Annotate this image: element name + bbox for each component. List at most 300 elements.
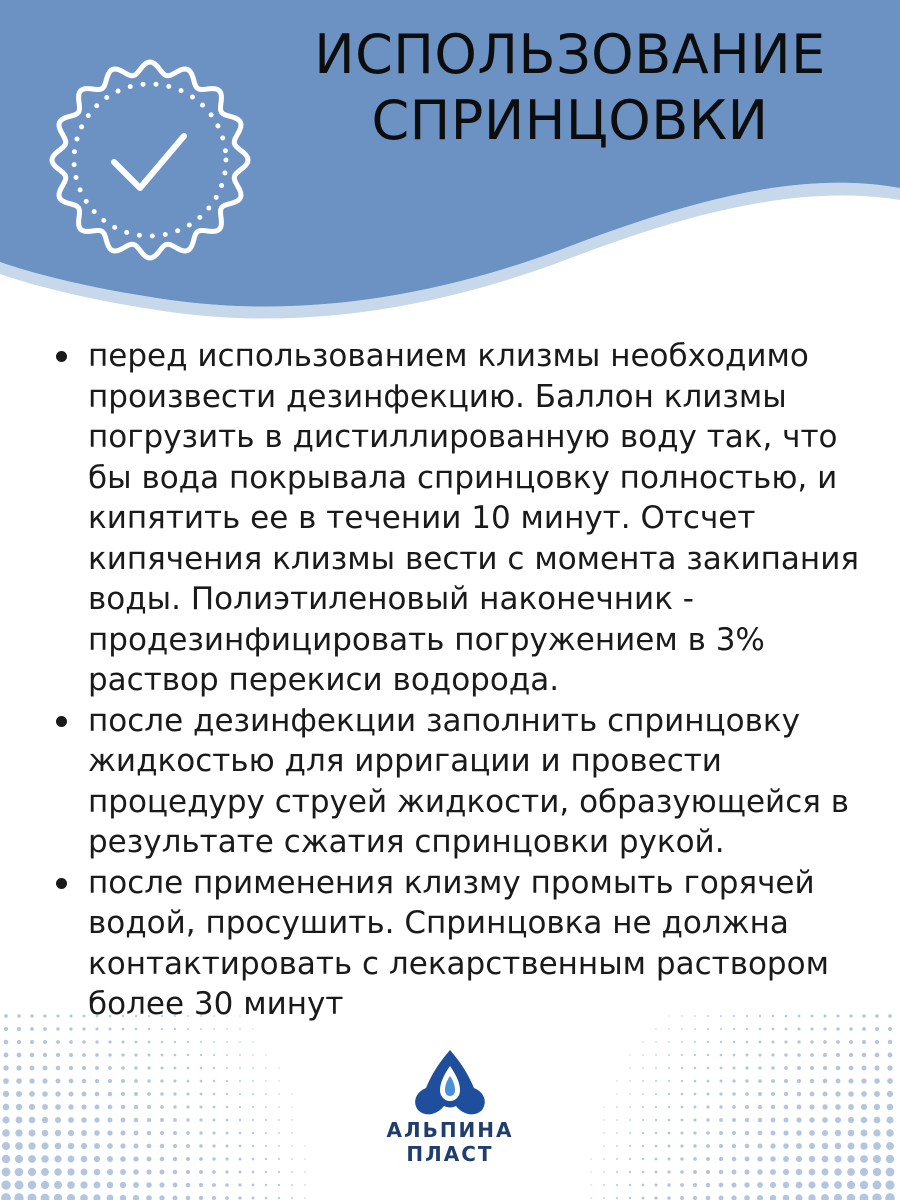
pattern-dot	[783, 1195, 790, 1200]
pattern-dot	[847, 1194, 856, 1200]
pattern-dot	[835, 1130, 841, 1136]
pattern-dot	[82, 1027, 85, 1030]
pattern-dot	[95, 1105, 100, 1110]
pattern-dot	[252, 1145, 254, 1147]
pattern-dot	[28, 1168, 36, 1176]
pattern-dot	[616, 1171, 618, 1173]
pattern-dot	[680, 1196, 684, 1200]
pattern-dot	[239, 1119, 241, 1121]
pattern-dot	[278, 1067, 279, 1068]
page-title-line-2: СПРИНЦОВКИ	[371, 89, 769, 152]
pattern-dot	[694, 1080, 697, 1083]
pattern-dot	[823, 1027, 826, 1030]
pattern-dot	[213, 1093, 216, 1096]
pattern-dot	[173, 1092, 176, 1095]
pattern-dot	[849, 1027, 853, 1031]
pattern-dot	[199, 1170, 203, 1174]
pattern-dot	[133, 1195, 139, 1200]
pattern-dot	[120, 1130, 125, 1135]
pattern-dot	[834, 1181, 842, 1189]
pattern-dot	[56, 1053, 60, 1057]
pattern-dot	[4, 1040, 9, 1045]
pattern-dot	[875, 1040, 879, 1044]
pattern-dot	[771, 1105, 775, 1109]
pattern-dot	[771, 1066, 775, 1070]
pattern-dot	[186, 1144, 190, 1148]
pattern-dot	[95, 1079, 99, 1083]
pattern-dot	[757, 1182, 763, 1188]
pattern-dot	[107, 1182, 114, 1189]
pattern-dot	[694, 1054, 696, 1056]
pattern-dot	[836, 1027, 839, 1030]
pattern-dot	[29, 1078, 34, 1083]
pattern-dot	[796, 1143, 802, 1149]
pattern-dot	[784, 1053, 787, 1056]
pattern-dot	[14, 1193, 23, 1200]
pattern-dot	[771, 1092, 775, 1096]
pattern-dot	[693, 1118, 696, 1121]
pattern-dot	[41, 1142, 48, 1149]
pattern-dot	[835, 1143, 842, 1150]
pattern-dot	[707, 1054, 709, 1056]
pattern-dot	[252, 1028, 253, 1029]
pattern-dot	[629, 1197, 631, 1199]
pattern-dot	[719, 1105, 722, 1108]
pattern-dot	[731, 1182, 736, 1187]
bullet-icon	[56, 878, 67, 889]
pattern-dot	[133, 1156, 138, 1161]
pattern-dot	[67, 1181, 75, 1189]
pattern-dot	[707, 1041, 709, 1043]
pattern-dot	[200, 1028, 202, 1030]
pattern-dot	[291, 1197, 293, 1199]
pattern-dot	[886, 1116, 893, 1123]
pattern-dot	[69, 1053, 73, 1057]
pattern-dot	[213, 1054, 215, 1056]
pattern-dot	[265, 1067, 266, 1068]
pattern-dot	[668, 1080, 670, 1082]
pattern-dot	[873, 1142, 881, 1150]
bullet-icon	[56, 351, 67, 362]
pattern-dot	[642, 1119, 644, 1121]
pattern-dot	[668, 1067, 670, 1069]
pattern-dot	[134, 1079, 138, 1083]
pattern-dot	[629, 1067, 630, 1068]
pattern-dot	[160, 1079, 163, 1082]
pattern-dot	[629, 1119, 631, 1121]
pattern-dot	[887, 1078, 893, 1084]
pattern-dot	[849, 1053, 853, 1057]
pattern-dot	[3, 1065, 8, 1070]
pattern-dot	[41, 1168, 49, 1176]
pattern-dot	[810, 1027, 813, 1030]
pattern-dot	[693, 1170, 697, 1174]
pattern-dot	[745, 1092, 749, 1096]
pattern-dot	[200, 1093, 203, 1096]
pattern-dot	[68, 1117, 74, 1123]
pattern-dot	[212, 1196, 216, 1200]
pattern-dot	[681, 1119, 684, 1122]
pattern-dot	[173, 1170, 178, 1175]
pattern-dot	[861, 1078, 866, 1083]
list-item	[52, 336, 882, 701]
pattern-dot	[616, 1093, 617, 1094]
pattern-dot	[668, 1041, 670, 1043]
pattern-dot	[68, 1156, 75, 1163]
pattern-dot	[707, 1093, 710, 1096]
pattern-dot	[757, 1169, 763, 1175]
pattern-dot	[655, 1158, 658, 1161]
pattern-dot	[199, 1196, 203, 1200]
pattern-dot	[226, 1067, 228, 1069]
pattern-dot	[81, 1104, 86, 1109]
pattern-dot	[265, 1054, 266, 1055]
pattern-dot	[680, 1131, 683, 1134]
pattern-dot	[796, 1169, 803, 1176]
pattern-dot	[668, 1054, 670, 1056]
pattern-dot	[15, 1142, 23, 1150]
pattern-dot	[120, 1195, 127, 1200]
pattern-dot	[759, 1041, 762, 1044]
pattern-dot	[160, 1105, 164, 1109]
pattern-dot	[2, 1116, 9, 1123]
pattern-dot	[770, 1156, 776, 1162]
pattern-dot	[15, 1181, 24, 1190]
pattern-dot	[822, 1156, 829, 1163]
pattern-dot	[16, 1078, 22, 1084]
pattern-dot	[159, 1195, 164, 1200]
pattern-dot	[758, 1105, 762, 1109]
pattern-dot	[888, 1053, 893, 1058]
pattern-dot	[82, 1079, 87, 1084]
pattern-dot	[94, 1117, 99, 1122]
pattern-dot	[148, 1028, 150, 1030]
pattern-dot	[654, 1183, 657, 1186]
pattern-dot	[160, 1170, 165, 1175]
pattern-dot	[809, 1117, 814, 1122]
pattern-dot	[265, 1158, 267, 1160]
pattern-dot	[133, 1182, 139, 1188]
pattern-dot	[186, 1170, 190, 1174]
pattern-dot	[54, 1194, 62, 1200]
pattern-dot	[784, 1092, 788, 1096]
pattern-dot	[55, 1130, 61, 1136]
pattern-dot	[694, 1041, 696, 1043]
pattern-dot	[68, 1104, 73, 1109]
pattern-dot	[265, 1106, 267, 1108]
pattern-dot	[147, 1144, 152, 1149]
pattern-dot	[783, 1130, 788, 1135]
pattern-dot	[681, 1093, 684, 1096]
pattern-dot	[694, 1028, 696, 1030]
pattern-dot	[94, 1182, 101, 1189]
pattern-dot	[147, 1066, 150, 1069]
pattern-dot	[744, 1195, 750, 1200]
pattern-dot	[121, 1066, 125, 1070]
pattern-dot	[681, 1041, 683, 1043]
pattern-dot	[107, 1117, 112, 1122]
pattern-dot	[745, 1157, 750, 1162]
pattern-dot	[16, 1117, 23, 1124]
pattern-dot	[822, 1117, 828, 1123]
pattern-dot	[873, 1168, 881, 1176]
pattern-dot	[2, 1155, 10, 1163]
pattern-dot	[147, 1105, 151, 1109]
pattern-dot	[809, 1156, 816, 1163]
pattern-dot	[291, 1171, 293, 1173]
pattern-dot	[2, 1129, 10, 1137]
pattern-dot	[744, 1182, 749, 1187]
pattern-dot	[69, 1040, 73, 1044]
pattern-dot	[732, 1157, 737, 1162]
pattern-dot	[213, 1028, 215, 1030]
pattern-dot	[187, 1041, 189, 1043]
pattern-dot	[28, 1142, 35, 1149]
pattern-dot	[265, 1132, 267, 1134]
pattern-dot	[56, 1066, 61, 1071]
pattern-dot	[67, 1168, 74, 1175]
pattern-dot	[694, 1106, 697, 1109]
pattern-dot	[874, 1091, 880, 1097]
pattern-dot	[707, 1080, 710, 1083]
pattern-dot	[278, 1093, 279, 1094]
pattern-dot	[3, 1104, 10, 1111]
pattern-dot	[304, 1197, 306, 1199]
pattern-dot	[95, 1066, 99, 1070]
pattern-dot	[784, 1105, 789, 1110]
pattern-dot	[834, 1168, 841, 1175]
pattern-dot	[887, 1104, 894, 1111]
pattern-dot	[655, 1028, 656, 1029]
pattern-dot	[719, 1170, 724, 1175]
pattern-dot	[875, 1027, 879, 1031]
pattern-dot	[797, 1105, 802, 1110]
pattern-dot	[874, 1078, 880, 1084]
pattern-dot	[174, 1067, 177, 1070]
pattern-dot	[4, 1053, 9, 1058]
pattern-dot	[186, 1183, 191, 1188]
pattern-dot	[42, 1117, 48, 1123]
pattern-dot	[848, 1130, 855, 1137]
pattern-dot	[265, 1171, 267, 1173]
pattern-dot	[94, 1143, 100, 1149]
pattern-dot	[278, 1171, 280, 1173]
pattern-dot	[732, 1092, 735, 1095]
pattern-dot	[603, 1197, 605, 1199]
logo-text-line-1: АЛЬПИНА	[386, 1118, 514, 1142]
pattern-dot	[758, 1079, 762, 1083]
pattern-dot	[810, 1079, 814, 1083]
pattern-dot	[655, 1119, 657, 1121]
pattern-dot	[693, 1144, 697, 1148]
pattern-dot	[642, 1132, 644, 1134]
pattern-dot	[784, 1066, 788, 1070]
pattern-dot	[784, 1079, 788, 1083]
pattern-dot	[304, 1145, 305, 1146]
pattern-dot	[847, 1155, 854, 1162]
pattern-dot	[16, 1104, 22, 1110]
pattern-dot	[770, 1169, 776, 1175]
pattern-dot	[757, 1195, 763, 1200]
pattern-dot	[199, 1157, 203, 1161]
pattern-dot	[174, 1028, 176, 1030]
pattern-dot	[809, 1143, 815, 1149]
pattern-dot	[861, 1091, 867, 1097]
pattern-dot	[161, 1041, 164, 1044]
pattern-dot	[862, 1066, 867, 1071]
pattern-dot	[784, 1040, 787, 1043]
pattern-dot	[107, 1195, 114, 1200]
pattern-dot	[770, 1195, 776, 1200]
pattern-dot	[173, 1157, 177, 1161]
pattern-dot	[108, 1079, 112, 1083]
pattern-dot	[213, 1106, 216, 1109]
pattern-dot	[212, 1144, 215, 1147]
pattern-dot	[886, 1155, 894, 1163]
pattern-dot	[29, 1091, 35, 1097]
pattern-dot	[886, 1168, 895, 1177]
pattern-dot	[278, 1158, 280, 1160]
pattern-dot	[629, 1080, 630, 1081]
pattern-dot	[655, 1093, 657, 1095]
pattern-dot	[265, 1080, 267, 1082]
pattern-dot	[642, 1184, 645, 1187]
pattern-dot	[758, 1131, 763, 1136]
pattern-dot	[226, 1093, 228, 1095]
pattern-dot	[82, 1040, 86, 1044]
pattern-dot	[874, 1065, 879, 1070]
check-badge-icon	[44, 54, 256, 266]
pattern-dot	[160, 1066, 163, 1069]
pattern-dot	[822, 1143, 828, 1149]
pattern-dot	[771, 1131, 776, 1136]
pattern-dot	[134, 1118, 139, 1123]
pattern-dot	[745, 1131, 749, 1135]
pattern-dot	[134, 1053, 137, 1056]
pattern-dot	[642, 1145, 644, 1147]
pattern-dot	[629, 1106, 631, 1108]
pattern-dot	[745, 1118, 749, 1122]
pattern-dot	[278, 1080, 279, 1081]
pattern-dot	[239, 1028, 240, 1029]
pattern-dot	[642, 1067, 644, 1069]
pattern-dot	[69, 1027, 72, 1030]
pattern-dot	[212, 1183, 216, 1187]
pattern-dot	[667, 1196, 671, 1200]
pattern-dot	[719, 1092, 722, 1095]
pattern-dot	[655, 1041, 656, 1042]
pattern-dot	[885, 1193, 895, 1200]
bullet-icon	[56, 716, 67, 727]
pattern-dot	[796, 1117, 801, 1122]
pattern-dot	[629, 1184, 631, 1186]
pattern-dot	[186, 1105, 189, 1108]
pattern-dot	[146, 1156, 151, 1161]
pattern-dot	[823, 1053, 827, 1057]
pattern-dot	[30, 1066, 35, 1071]
pattern-dot	[888, 1040, 892, 1044]
pattern-dot	[3, 1091, 9, 1097]
pattern-dot	[81, 1143, 87, 1149]
pattern-dot	[706, 1196, 711, 1200]
pattern-dot	[849, 1040, 853, 1044]
pattern-dot	[291, 1158, 293, 1160]
pattern-dot	[134, 1066, 137, 1069]
pattern-dot	[187, 1028, 189, 1030]
pattern-dot	[160, 1144, 164, 1148]
pattern-dot	[252, 1132, 254, 1134]
pattern-dot	[30, 1040, 34, 1044]
pattern-dot	[655, 1145, 658, 1148]
pattern-dot	[745, 1066, 748, 1069]
pattern-dot	[42, 1130, 49, 1137]
pattern-dot	[147, 1118, 151, 1122]
pattern-dot	[239, 1067, 241, 1069]
list-item-text: перед использованием клизмы необходимо произвести дезинфекцию. Баллон клизмы погрузить в дистиллированную воду так, что бы вода покрывала спринцовку полностью, и кипятить ее в течении 10 минут. Отсчет кипячения клизмы вести с момента закипания воды. Полиэтиленовый наконечник - продезинфицировать погружением в 3% раствор перекиси водорода.	[88, 338, 859, 698]
pattern-dot	[795, 1194, 802, 1200]
pattern-dot	[821, 1181, 829, 1189]
pattern-dot	[252, 1054, 254, 1056]
pattern-dot	[120, 1169, 126, 1175]
pattern-dot	[616, 1158, 618, 1160]
pattern-dot	[200, 1041, 202, 1043]
pattern-dot	[200, 1054, 202, 1056]
pattern-dot	[667, 1183, 670, 1186]
pattern-dot	[668, 1145, 671, 1148]
pattern-dot	[861, 1130, 868, 1137]
pattern-dot	[174, 1054, 177, 1057]
pattern-dot	[120, 1143, 125, 1148]
pattern-dot	[82, 1092, 87, 1097]
pattern-dot	[668, 1028, 669, 1029]
pattern-dot	[862, 1053, 867, 1058]
pattern-dot	[860, 1194, 869, 1200]
pattern-dot	[27, 1193, 36, 1200]
pattern-dot	[642, 1158, 644, 1160]
pattern-dot	[706, 1183, 710, 1187]
pattern-dot	[147, 1092, 151, 1096]
pattern-dot	[809, 1169, 816, 1176]
pattern-dot	[17, 1040, 21, 1044]
pattern-dot	[1, 1180, 10, 1189]
pattern-dot	[693, 1157, 697, 1161]
pattern-dot	[693, 1196, 697, 1200]
pattern-dot	[121, 1079, 125, 1083]
pattern-dot	[148, 1041, 151, 1044]
pattern-dot	[226, 1132, 229, 1135]
pattern-dot	[655, 1171, 658, 1174]
pattern-dot	[655, 1054, 657, 1056]
pattern-dot	[822, 1091, 827, 1096]
pattern-dot	[757, 1156, 762, 1161]
pattern-dot	[252, 1080, 254, 1082]
pattern-dot	[873, 1181, 882, 1190]
pattern-dot	[603, 1171, 605, 1173]
pattern-dot	[42, 1104, 48, 1110]
pattern-dot	[265, 1145, 267, 1147]
pattern-dot	[107, 1169, 113, 1175]
pattern-dot	[94, 1130, 100, 1136]
pattern-dot	[616, 1197, 618, 1199]
pattern-dot	[667, 1170, 670, 1173]
pattern-dot	[720, 1041, 722, 1043]
pattern-dot	[226, 1028, 228, 1030]
pattern-dot	[30, 1027, 34, 1031]
pattern-dot	[29, 1104, 35, 1110]
pattern-dot	[772, 1041, 775, 1044]
pattern-dot	[720, 1054, 723, 1057]
pattern-dot	[278, 1132, 280, 1134]
